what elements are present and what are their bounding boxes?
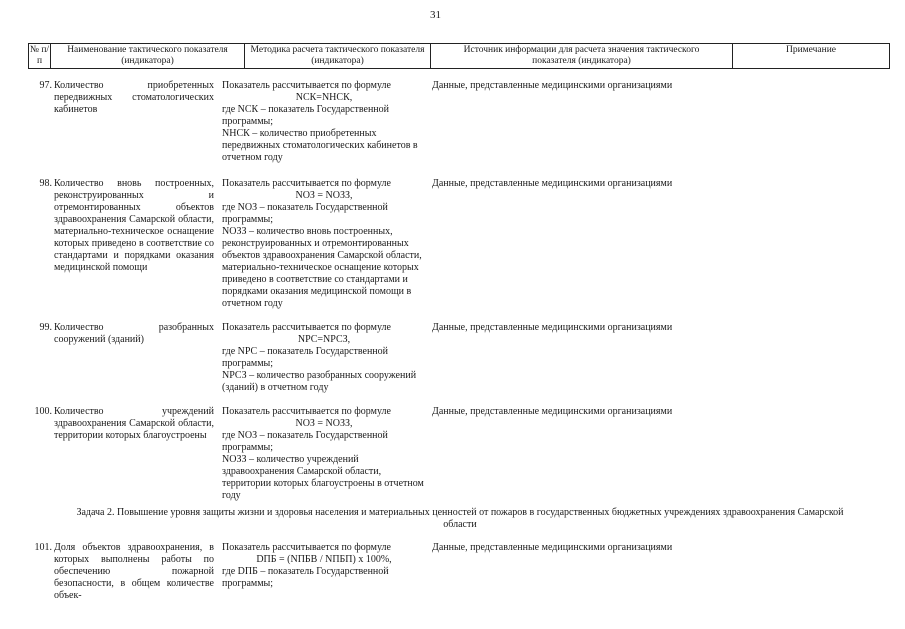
header-source: Источник информации для расчета значения тактического показателя (индикатора) [431, 44, 733, 68]
method-text [222, 80, 426, 164]
row-number: 98. [39, 178, 52, 189]
method-line: NОЗЗ – количество вновь построенных, реконструированных и отремонтированных объектов здравоохранения Самарской области, материально-техническое оснащение которых приведено в соответствие со стандартами и порядками оказания медицинской помощи в отчетном году [222, 226, 422, 309]
table-row [28, 178, 890, 318]
method-text [222, 178, 426, 310]
method-text [222, 542, 426, 590]
source-text: Данные, представленные медицинскими организациями [432, 542, 673, 553]
indicator-name: Доля объектов здравоохранения, в которых выполнены работы по обеспечению пожарной безопасности, в общем количестве объек- [54, 542, 214, 601]
table-row [28, 406, 890, 501]
header-indicator-name: Наименование тактического показателя (индикатора) [51, 44, 245, 68]
method-line: где DПБ – показатель Государственной программы; [222, 566, 389, 589]
row-number: 97. [39, 80, 52, 91]
method-line: NОЗЗ – количество учреждений здравоохранения Самарской области, территории которых благоустроены в отчетном году [222, 454, 424, 501]
method-intro: Показатель рассчитывается по формуле [222, 80, 391, 91]
table-row [28, 322, 890, 397]
method-line: где NСК – показатель Государственной программы; [222, 104, 389, 127]
method-line: где NРС – показатель Государственной программы; [222, 346, 389, 369]
method-text [222, 322, 426, 394]
header-note: Примечание [785, 45, 837, 55]
method-intro: Показатель рассчитывается по формуле [222, 406, 391, 417]
source-text: Данные, представленные медицинскими организациями [432, 80, 673, 91]
method-intro: Показатель рассчитывается по формуле [222, 542, 391, 553]
method-intro: Показатель рассчитывается по формуле [222, 322, 391, 333]
table-row [28, 542, 890, 602]
indicator-name: Количество вновь построенных, реконструированных и отремонтированных объектов здравоохранения Самарской области, материально-техническое оснащение которых приведено в соответствие со стандартами и порядками оказания медицинской помощи [54, 178, 214, 273]
source-text: Данные, представленные медицинскими организациями [432, 322, 673, 333]
row-number: 101. [34, 542, 52, 553]
formula: DПБ = (NПБВ / NПБП) x 100%, [256, 554, 392, 565]
source-text: Данные, представленные медицинскими организациями [432, 178, 673, 189]
method-line: где NОЗ – показатель Государственной программы; [222, 430, 388, 453]
page-number: 31 [430, 9, 441, 21]
method-line: NНСК – количество приобретенных передвижных стоматологических кабинетов в отчетном году [222, 128, 418, 163]
method-text [222, 406, 426, 502]
formula: NОЗ = NОЗЗ, [295, 418, 353, 429]
formula: NРС=NРСЗ, [297, 334, 351, 345]
indicator-name: Количество разобранных сооружений (зданий) [54, 322, 214, 345]
table-row [28, 80, 890, 170]
header-method: Методика расчета тактического показателя (индикатора) [245, 44, 431, 68]
header-number: № п/п [29, 45, 50, 66]
method-line: NРСЗ – количество разобранных сооружений (зданий) в отчетном году [222, 370, 417, 393]
row-number: 99. [39, 322, 52, 333]
method-line: где NОЗ – показатель Государственной программы; [222, 202, 388, 225]
table-header [28, 43, 890, 69]
method-intro: Показатель рассчитывается по формуле [222, 178, 391, 189]
indicator-name: Количество приобретенных передвижных стоматологических кабинетов [54, 80, 214, 115]
row-number: 100. [34, 406, 52, 417]
formula: NОЗ = NОЗЗ, [295, 190, 353, 201]
task-heading: Задача 2. Повышение уровня защиты жизни и здоровья населения и материальных ценностей от пожаров в государственных бюджетных учреждениях здравоохранения Самарской области [76, 507, 844, 530]
source-text: Данные, представленные медицинскими организациями [432, 406, 673, 417]
formula: NСК=NНСК, [295, 92, 353, 103]
indicator-name: Количество учреждений здравоохранения Самарской области, территории которых благоустроены [54, 406, 214, 441]
